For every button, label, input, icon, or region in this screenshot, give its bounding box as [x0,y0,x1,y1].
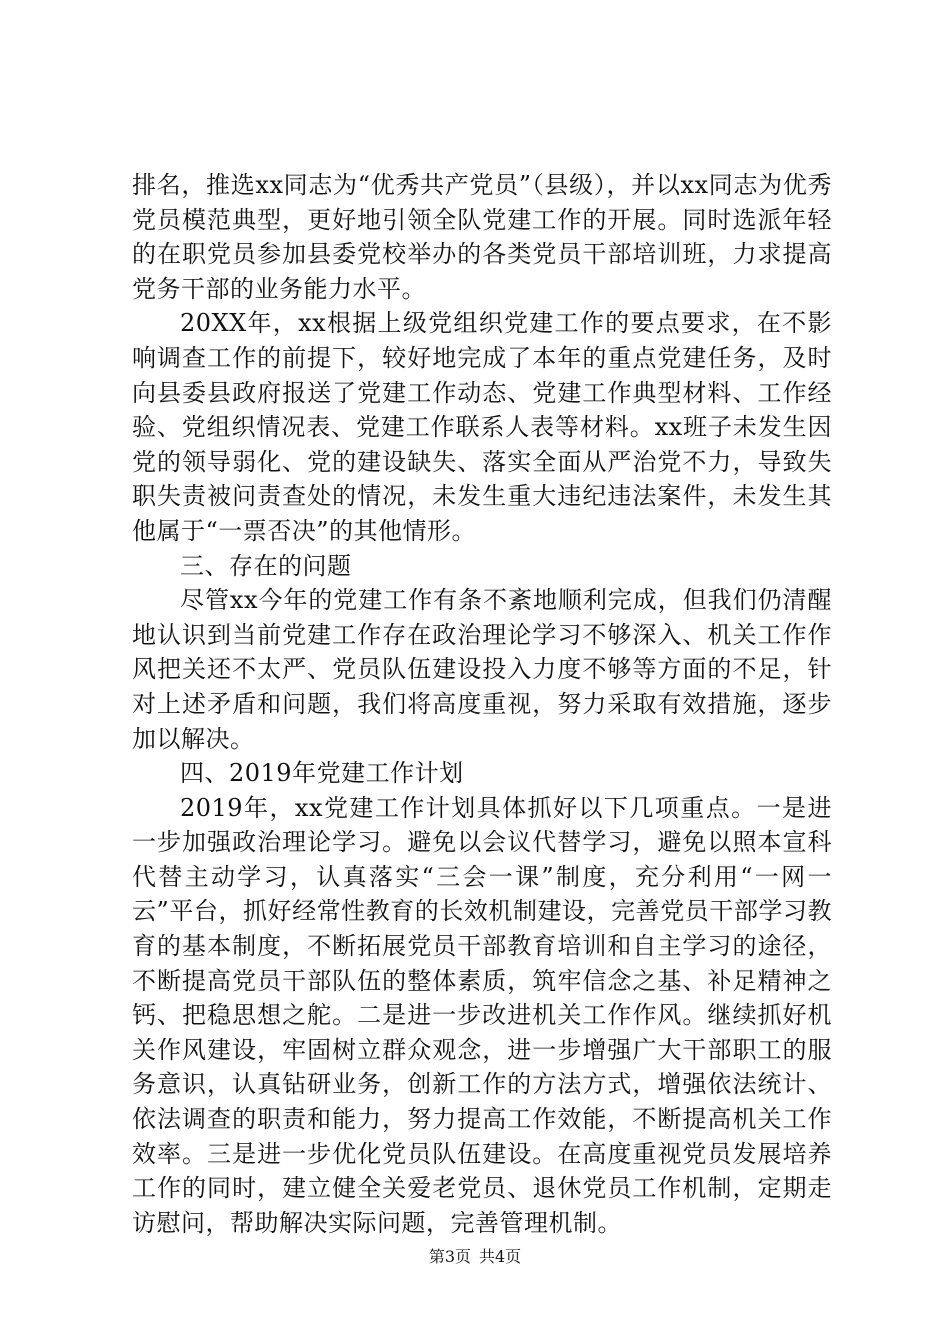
paragraph-problems: 尽管xx今年的党建工作有条不紊地顺利完成，但我们仍清醒地认识到当前党建工作存在政治理论学习不够深入、机关工作作风把关还不太严、党员队伍建设投入力度不够等方面的不足，针对上述矛盾和问题，我们将高度重视，努力采取有效措施，逐步加以解决。 [132,586,832,753]
page-footer [0,1244,950,1267]
page-number: 第3页 [428,1247,471,1266]
page-total: 共4页 [479,1247,522,1266]
section-heading-plan: 四、2019年党建工作计划 [180,759,464,788]
paragraph-summary-2020: 20XX年，xx根据上级党组织党建工作的要点要求，在不影响调查工作的前提下，较好地完成了本年的重点党建任务，及时向县委县政府报送了党建工作动态、党建工作典型材料、工作经验、党组织情况表、党建工作联系人表等材料。xx班子未发生因党的领导弱化、党的建设缺失、落实全面从严治党不力，导致失职失责被问责查处的情况，未发生重大违纪违法案件，未发生其他属于“一票否决”的其他情形。 [132,309,832,545]
section-heading-problems: 三、存在的问题 [180,551,352,580]
paragraph-continued: 排名，推选xx同志为“优秀共产党员”（县级），并以xx同志为优秀党员模范典型，更好地引领全队党建工作的开展。同时选派年轻的在职党员参加县委党校举办的各类党员干部培训班，力求提高党务干部的业务能力水平。 [132,171,832,303]
document-body [132,168,832,1240]
paragraph-plan: 2019年，xx党建工作计划具体抓好以下几项重点。一是进一步加强政治理论学习。避免以会议代替学习，避免以照本宣科代替主动学习，认真落实“三会一课”制度，充分利用“一网一云”平台，抓好经常性教育的长效机制建设，完善党员干部学习教育的基本制度，不断拓展党员干部教育培训和自主学习的途径，不断提高党员干部队伍的整体素质，筑牢信念之基、补足精神之钙、把稳思想之舵。二是进一步改进机关工作作风。继续抓好机关作风建设，牢固树立群众观念，进一步增强广大干部职工的服务意识，认真钻研业务，创新工作的方法方式，增强依法统计、依法调查的职责和能力，努力提高工作效能，不断提高机关工作效率。三是进一步优化党员队伍建设。在高度重视党员发展培养工作的同时，建立健全关爱老党员、退休党员工作机制，定期走访慰问，帮助解决实际问题，完善管理机制。 [132,793,832,1237]
